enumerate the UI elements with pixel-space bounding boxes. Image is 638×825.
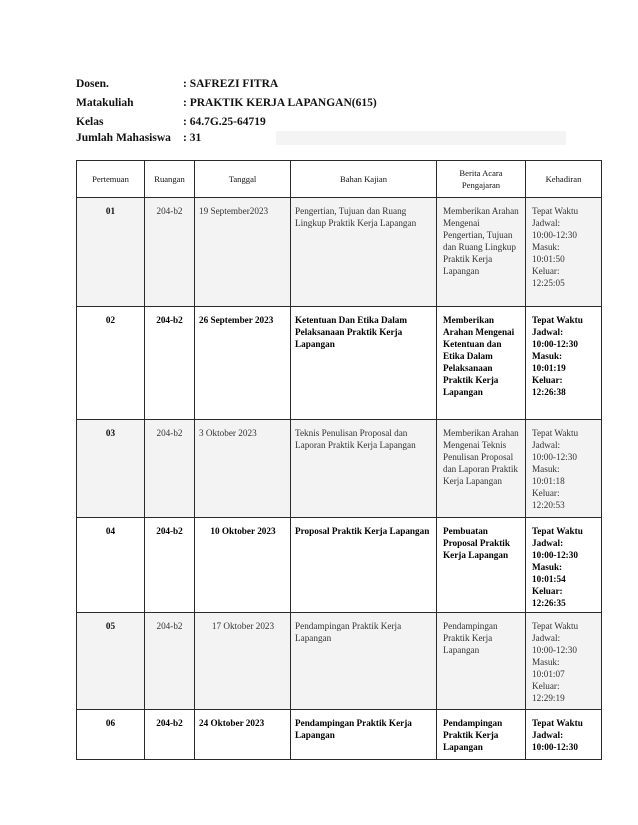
date-cell: 3 Oktober 2023 <box>195 420 291 518</box>
meeting-number: 06 <box>77 710 145 760</box>
header-row-kelas <box>76 112 566 131</box>
meeting-number: 01 <box>77 198 145 307</box>
attendance-schedule-time: 10:00-12:30 <box>532 452 577 462</box>
attendance-schedule-label: Jadwal: <box>532 218 561 228</box>
attendance-cell <box>526 518 602 613</box>
attendance-out-label: Keluar: <box>532 375 563 385</box>
table-row <box>77 420 602 518</box>
attendance-cell <box>526 198 602 307</box>
meeting-number: 05 <box>77 613 145 710</box>
teaching-report-cell: Pendampingan Praktik Kerja Lapangan <box>437 613 526 710</box>
attendance-out-label: Keluar: <box>532 681 560 691</box>
document-header <box>76 74 566 145</box>
attendance-in-time: 10:01:07 <box>532 669 565 679</box>
attendance-schedule-time: 10:00-12:30 <box>532 230 577 240</box>
attendance-status: Tepat Waktu <box>532 718 583 728</box>
attendance-status: Tepat Waktu <box>532 315 583 325</box>
attendance-out-label: Keluar: <box>532 488 560 498</box>
topic-cell: Teknis Penulisan Proposal dan Laporan Praktik Kerja Lapangan <box>291 420 437 518</box>
attendance-in-time: 10:01:50 <box>532 254 565 264</box>
attendance-schedule-time: 10:00-12:30 <box>532 339 578 349</box>
attendance-schedule-label: Jadwal: <box>532 633 561 643</box>
header-value: : 31 <box>183 132 202 144</box>
attendance-schedule-label: Jadwal: <box>532 327 564 337</box>
attendance-in-time: 10:01:18 <box>532 476 565 486</box>
column-header-tanggal: Tanggal <box>195 161 291 198</box>
header-row-jumlah-mahasiswa <box>76 131 566 145</box>
header-value: : SAFREZI FITRA <box>183 77 279 90</box>
header-label: Kelas <box>76 115 104 128</box>
column-header-ruangan: Ruangan <box>145 161 195 198</box>
column-header-pertemuan: Pertemuan <box>77 161 145 198</box>
attendance-cell <box>526 613 602 710</box>
attendance-in-label: Masuk: <box>532 657 560 667</box>
attendance-out-label: Keluar: <box>532 586 563 596</box>
topic-cell: Pendampingan Praktik Kerja Lapangan <box>291 710 437 760</box>
attendance-out-time: 12:29:19 <box>532 693 565 703</box>
header-row-dosen <box>76 74 566 93</box>
teaching-report-cell: Pembuatan Proposal Praktik Kerja Lapangan <box>437 518 526 613</box>
attendance-in-label: Masuk: <box>532 351 563 361</box>
attendance-in-time: 10:01:54 <box>532 574 566 584</box>
date-cell: 19 September2023 <box>195 198 291 307</box>
attendance-schedule-time: 10:00-12:30 <box>532 645 577 655</box>
topic-cell: Pendampingan Praktik Kerja Lapangan <box>291 613 437 710</box>
room-cell: 204-b2 <box>145 613 195 710</box>
attendance-status: Tepat Waktu <box>532 621 579 631</box>
attendance-in-label: Masuk: <box>532 464 560 474</box>
schedule-table <box>76 160 602 760</box>
date-cell: 17 Oktober 2023 <box>195 613 291 710</box>
attendance-cell <box>526 307 602 420</box>
room-cell: 204-b2 <box>145 710 195 760</box>
table-row <box>77 518 602 613</box>
room-cell: 204-b2 <box>145 198 195 307</box>
date-cell: 10 Oktober 2023 <box>195 518 291 613</box>
attendance-schedule-time: 10:00-12:30 <box>532 742 578 752</box>
header-row-matakuliah <box>76 93 566 112</box>
meeting-number: 02 <box>77 307 145 420</box>
header-label: Jumlah Mahasiswa <box>76 132 171 144</box>
column-header-bahan-kajian: Bahan Kajian <box>291 161 437 198</box>
table-row <box>77 613 602 710</box>
attendance-status: Tepat Waktu <box>532 428 579 438</box>
attendance-schedule-label: Jadwal: <box>532 440 561 450</box>
attendance-in-label: Masuk: <box>532 242 560 252</box>
table-header-row <box>77 161 602 198</box>
header-label: Matakuliah <box>76 96 134 109</box>
attendance-in-time: 10:01:19 <box>532 363 566 373</box>
attendance-status: Tepat Waktu <box>532 206 579 216</box>
table-row <box>77 198 602 307</box>
attendance-in-label: Masuk: <box>532 562 563 572</box>
attendance-schedule-label: Jadwal: <box>532 538 564 548</box>
teaching-report-cell: Memberikan Arahan Mengenai Teknis Penulisan Proposal dan Laporan Praktik Kerja Lapangan <box>437 420 526 518</box>
attendance-out-time: 12:26:38 <box>532 387 566 397</box>
topic-cell: Pengertian, Tujuan dan Ruang Lingkup Praktik Kerja Lapangan <box>291 198 437 307</box>
meeting-number: 04 <box>77 518 145 613</box>
column-header-kehadiran: Kehadiran <box>526 161 602 198</box>
table-row <box>77 307 602 420</box>
table-row <box>77 710 602 760</box>
attendance-cell <box>526 710 602 760</box>
column-header-berita-acara: Berita Acara Pengajaran <box>437 161 526 198</box>
room-cell: 204-b2 <box>145 307 195 420</box>
teaching-report-cell: Pendampingan Praktik Kerja Lapangan <box>437 710 526 760</box>
attendance-schedule-time: 10:00-12:30 <box>532 550 578 560</box>
room-cell: 204-b2 <box>145 420 195 518</box>
attendance-schedule-label: Jadwal: <box>532 730 564 740</box>
topic-cell: Ketentuan Dan Etika Dalam Pelaksanaan Praktik Kerja Lapangan <box>291 307 437 420</box>
topic-cell: Proposal Praktik Kerja Lapangan <box>291 518 437 613</box>
header-value: : 64.7G.25-64719 <box>183 115 266 128</box>
attendance-out-time: 12:26:35 <box>532 598 566 608</box>
attendance-status: Tepat Waktu <box>532 526 583 536</box>
attendance-out-label: Keluar: <box>532 266 560 276</box>
attendance-out-time: 12:20:53 <box>532 500 565 510</box>
date-cell: 26 September 2023 <box>195 307 291 420</box>
meeting-number: 03 <box>77 420 145 518</box>
date-cell: 24 Oktober 2023 <box>195 710 291 760</box>
teaching-report-cell: Memberikan Arahan Mengenai Pengertian, Tujuan dan Ruang Lingkup Praktik Kerja Lapangan <box>437 198 526 307</box>
room-cell: 204-b2 <box>145 518 195 613</box>
attendance-cell <box>526 420 602 518</box>
teaching-report-cell: Memberikan Arahan Mengenai Ketentuan dan Etika Dalam Pelaksanaan Praktik Kerja Lapangan <box>437 307 526 420</box>
header-label: Dosen. <box>76 77 109 90</box>
attendance-out-time: 12:25:05 <box>532 278 565 288</box>
header-value: : PRAKTIK KERJA LAPANGAN(615) <box>183 96 377 109</box>
